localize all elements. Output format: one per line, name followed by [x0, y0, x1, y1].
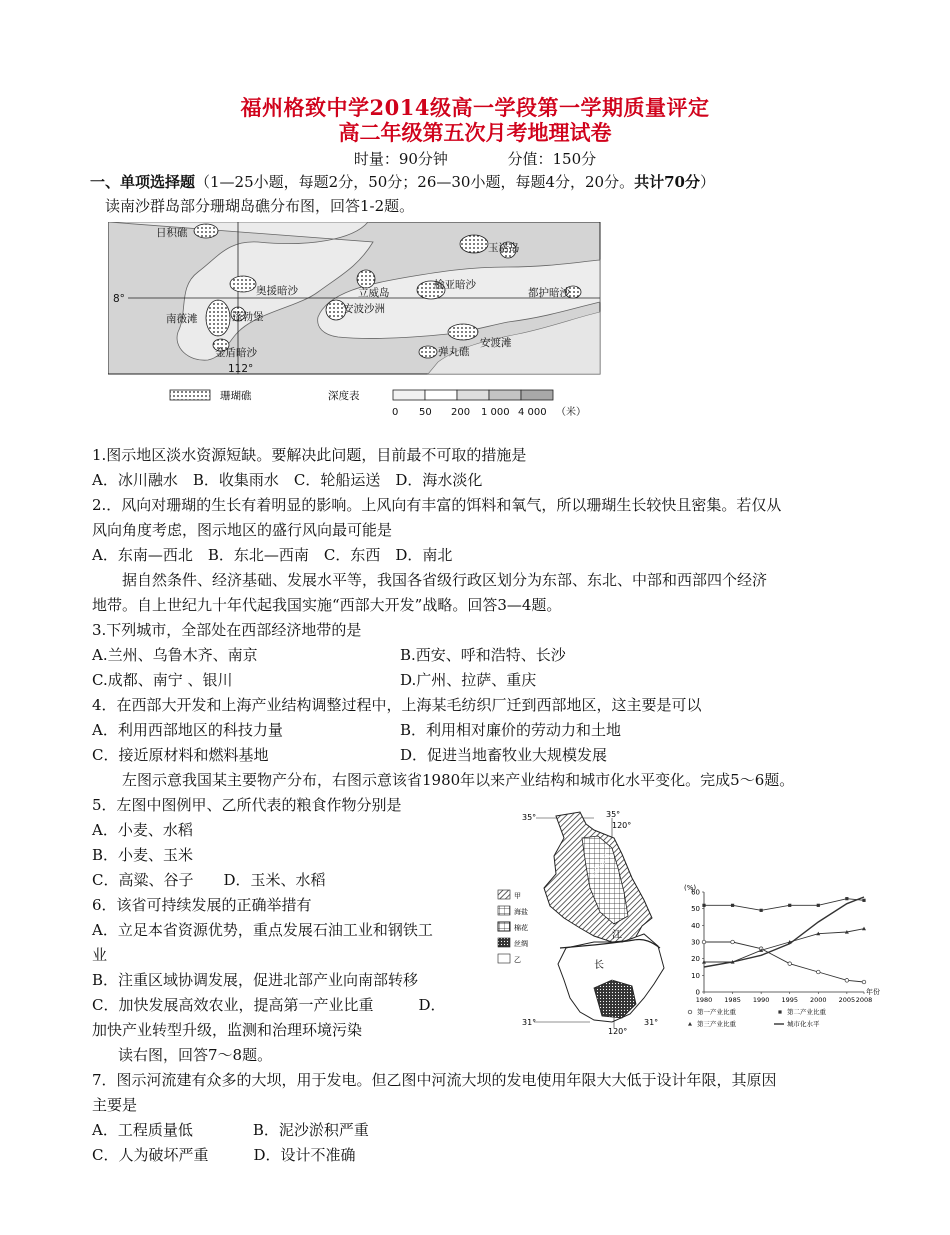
point [788, 904, 791, 907]
q3-option-b: B.西安、呼和浩特、长沙 [400, 646, 566, 664]
q6-stem: 6．该省可持续发展的正确举措有 [92, 896, 312, 914]
point [845, 897, 848, 900]
exam-subtitle: 高二年级第五次月考地理试卷 [338, 120, 612, 145]
point [702, 940, 706, 944]
point [862, 980, 866, 984]
river-label-chang: 长 [594, 960, 604, 971]
x-tick-label: 2000 [810, 996, 827, 1004]
intro-q7-8: 读右图，回答7～8题。 [118, 1046, 273, 1064]
x-tick-label: 1995 [781, 996, 798, 1004]
q5-stem: 5．左图中图例甲、乙所代表的粮食作物分别是 [92, 796, 402, 814]
section-total: 共计70分 [634, 173, 700, 191]
q6-option-b: B．注重区域协调发展，促进北部产业向南部转移 [92, 971, 419, 989]
x-tick-label: 1985 [724, 996, 741, 1004]
legend-label: 第二产业比重 [787, 1008, 826, 1016]
legend-label: 第一产业比重 [697, 1008, 736, 1016]
x-tick-label: 1980 [695, 996, 713, 1004]
lon-bottom-label: 120° [608, 1027, 628, 1036]
y-tick-label: 0 [695, 988, 700, 997]
x-axis-label: 年份 [866, 988, 880, 996]
legend-jia: 甲 [514, 892, 521, 900]
lat-label: 8° [113, 293, 125, 305]
x-tick-label: 2008 [855, 996, 873, 1004]
label-rijijiao: 日积礁 [156, 227, 188, 239]
map2-legend [498, 890, 528, 964]
section-heading [90, 172, 715, 192]
industry-chart [680, 880, 880, 1032]
point [817, 904, 820, 907]
q1-options: A．冰川融水 B．收集雨水 C．轮船运送 D．海水淡化 [92, 471, 483, 489]
legend-sichou: 丝绸 [514, 940, 528, 948]
canal-label: 京杭运河 [589, 851, 612, 880]
label-liweidao: 立威岛 [358, 287, 390, 299]
legend-depth-label: 深度表 [328, 390, 360, 402]
y-tick-label: 30 [691, 938, 700, 947]
q7-options-cd: C．人为破坏严重 D．设计不准确 [92, 1146, 356, 1164]
q5-option-a: A．小麦、水稻 [92, 821, 193, 839]
label-duhu: 都护暗沙 [528, 287, 570, 299]
q5-option-b: B．小麦、玉米 [92, 846, 194, 864]
legend-marker [778, 1010, 781, 1013]
q4-stem: 4．在西部大开发和上海产业结构调整过程中，上海某毛纺织厂迁到西部地区，这主要是可以 [92, 696, 702, 714]
label-jindun: 金盾暗沙 [215, 347, 257, 359]
q6-option-a-2: 业 [92, 946, 108, 964]
total-score: 分值：150分 [507, 150, 597, 168]
depth-4000: 4 000 [518, 407, 547, 418]
point [862, 899, 865, 902]
legend-yi: 乙 [514, 956, 521, 964]
point [731, 940, 735, 944]
section-close: ） [699, 173, 715, 191]
depth-scale [393, 390, 553, 400]
lon-top-label: 120° [612, 821, 632, 830]
label-anboshazhou: 安波沙洲 [343, 303, 385, 315]
depth-50: 50 [419, 407, 432, 418]
depth-1000: 1 000 [481, 407, 510, 418]
intro-q3-4-line1: 据自然条件、经济基础、发展水平等，我国各省级行政区划分为东部、东北、中部和西部四个经济 [122, 571, 768, 589]
legend-coral-label: 珊瑚礁 [220, 390, 252, 402]
section-title: 一、单项选择题 [90, 173, 196, 191]
reef-liwei [357, 270, 375, 288]
depth-unit: （米） [556, 407, 586, 418]
depth-200: 200 [451, 407, 471, 418]
reef-nanwei [206, 300, 230, 336]
legend-marker [688, 1010, 692, 1014]
lat-bottom-right: 31° [644, 1018, 659, 1027]
label-aoyuan: 奥援暗沙 [256, 285, 298, 297]
y-axis-label: (%) [684, 884, 697, 892]
point [788, 962, 792, 966]
legend-coral-swatch [170, 390, 210, 400]
legend-marker [688, 1022, 692, 1026]
x-tick-label: 1990 [752, 996, 770, 1004]
lat-bottom-label: 31° [522, 1018, 537, 1027]
q6-option-c: C．加快发展高效农业，提高第一产业比重 D． [92, 996, 446, 1014]
label-danwanjiao: 弹丸礁 [438, 346, 470, 358]
q4-option-b: B．利用相对廉价的劳动力和土地 [400, 721, 622, 739]
q1-stem: 1.图示地区淡水资源短缺。要解决此问题，目前最不可取的措施是 [92, 446, 527, 464]
y-tick-label: 40 [691, 921, 700, 930]
q2-options: A．东南—西北 B．东北—西南 C．东西 D．南北 [92, 546, 453, 564]
label-pengbobao: 蓬勃堡 [232, 311, 264, 323]
q4-option-a: A．利用西部地区的科技力量 [92, 721, 283, 739]
lat-top-label: 35° [522, 813, 537, 822]
y-tick-label: 10 [691, 971, 700, 980]
river-label-jiang: 江 [612, 930, 622, 941]
label-nanweitan: 南薇滩 [166, 313, 198, 325]
y-tick-label: 50 [691, 905, 700, 914]
lat-top-right: 35° [606, 810, 621, 819]
q3-option-a: A.兰州、乌鲁木齐、南京 [92, 646, 258, 664]
q5-option-cd: C．高粱、谷子 D．玉米、水稻 [92, 871, 326, 889]
legend-mianhua: 棉花 [514, 924, 528, 932]
y-tick-label: 60 [691, 888, 700, 897]
q3-option-c: C.成都、南宁 、银川 [92, 671, 233, 689]
lon-label: 112° [228, 363, 254, 375]
q7-options-ab: A．工程质量低 B．泥沙淤积严重 [92, 1121, 369, 1139]
q2-stem-2: 风向角度考虑，图示地区的盛行风向最可能是 [92, 521, 393, 539]
q6-option-a-1: A．立足本省资源优势，重点发展石油工业和钢铁工 [92, 921, 433, 939]
time-limit: 时量：90分钟 [353, 150, 448, 168]
q2-stem-1: 2.．风向对珊瑚的生长有着明显的影响。上风向有丰富的饵料和氧气，所以珊瑚生长较快且密集。若仅从 [92, 496, 782, 514]
q3-stem: 3.下列城市，全部处在西部经济地带的是 [92, 621, 362, 639]
y-tick-label: 20 [691, 955, 700, 964]
reef-aoyuan [230, 276, 256, 292]
q4-option-c: C．接近原材料和燃料基地 [92, 746, 269, 764]
legend-label: 城市化水平 [787, 1020, 820, 1028]
intro-q3-4-line2: 地带。自上世纪九十年代起我国实施“西部大开发”战略。回答3—4题。 [92, 596, 562, 614]
reef-yunuo [460, 235, 488, 253]
depth-0: 0 [392, 407, 399, 418]
label-andutan: 安渡滩 [480, 337, 512, 349]
section-desc: （1—25小题，每题2分，50分；26—30小题，每题4分，20分。 [195, 173, 635, 191]
reef-danwan [419, 346, 437, 358]
point [862, 927, 866, 931]
intro-q5-6: 左图示意我国某主要物产分布，右图示意该省1980年以来产业结构和城市化水平变化。完成5～6题。 [122, 771, 795, 789]
point [845, 979, 849, 983]
q4-option-d: D．促进当地畜牧业大规模发展 [400, 746, 608, 764]
q7-stem-1: 7．图示河流建有众多的大坝，用于发电。但乙图中河流大坝的发电使用年限大大低于设计年限，其原因 [92, 1071, 777, 1089]
x-tick-label: 2005 [838, 996, 856, 1004]
q7-stem-2: 主要是 [92, 1096, 138, 1114]
reef-riji [194, 224, 218, 238]
reef-map [108, 222, 608, 420]
reef-andu [448, 324, 478, 340]
label-yunuodao: 玉诺岛 [488, 242, 520, 254]
point [702, 904, 705, 907]
exam-title: 福州格致中学2014级高一学段第一学期质量评定 [240, 95, 710, 120]
point [760, 909, 763, 912]
q3-option-d: D.广州、拉萨、重庆 [400, 671, 537, 689]
exam-info [0, 148, 950, 169]
legend-label: 第三产业比重 [697, 1020, 736, 1028]
q6-option-d: 加快产业转型升级，监测和治理环境污染 [92, 1021, 363, 1039]
label-yuya: 榆亚暗沙 [434, 279, 476, 291]
point [731, 904, 734, 907]
intro-q1-2: 读南沙群岛部分珊瑚岛礁分布图，回答1-2题。 [105, 197, 415, 215]
legend-haiyan: 海盐 [514, 908, 528, 916]
point [816, 970, 820, 974]
